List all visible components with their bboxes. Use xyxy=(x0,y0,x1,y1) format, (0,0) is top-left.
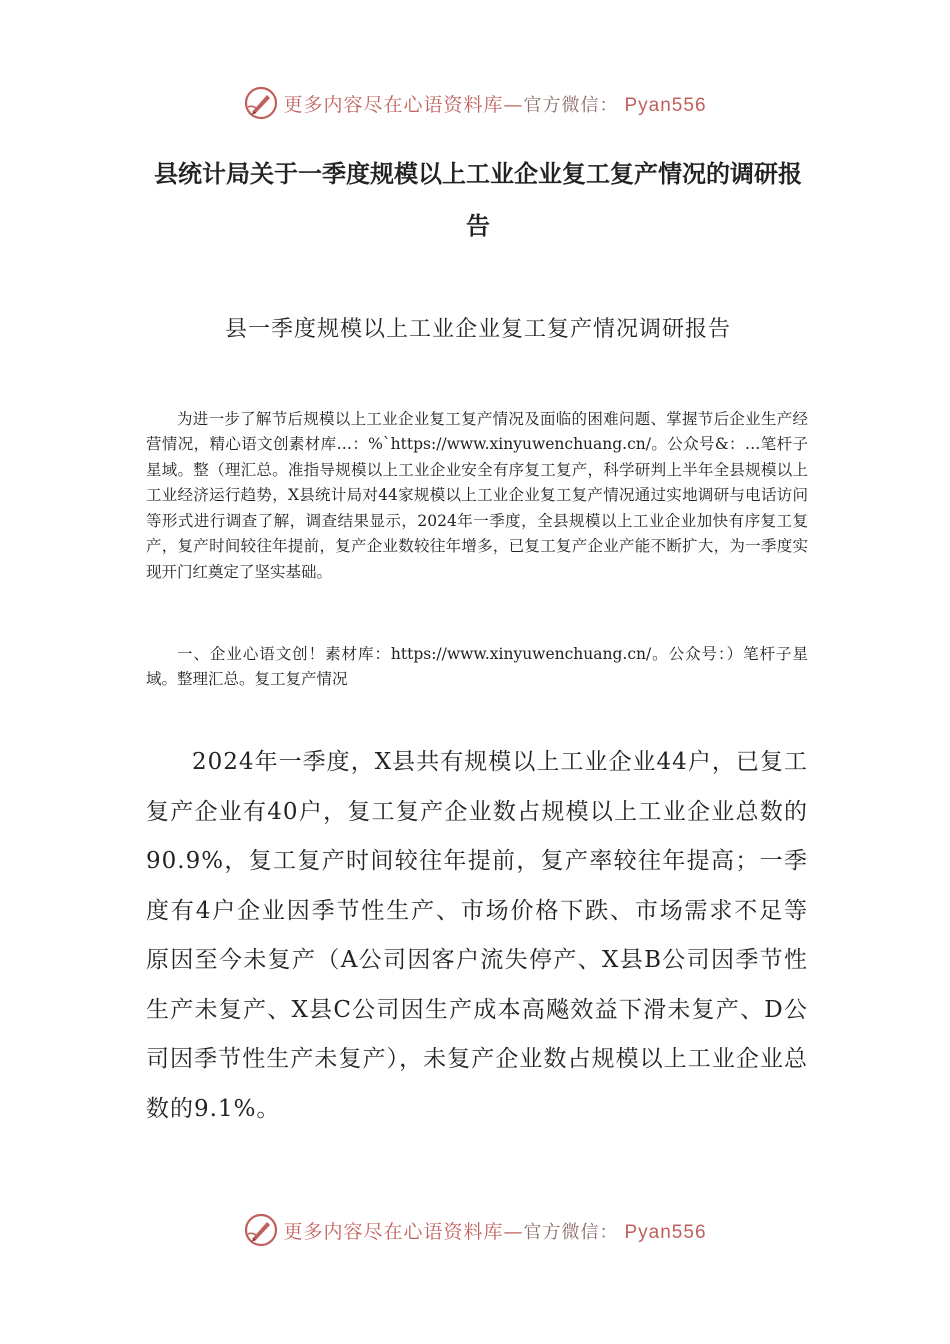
pen-logo-icon xyxy=(243,1212,279,1248)
intro-paragraph: 为进一步了解节后规模以上工业企业复工复产情况及面临的困难问题、掌握节后企业生产经营情况，精心语文创素材库…：%`https://www.xinyuwenchuang.cn/。公众号&：…笔杆子星域。整（理汇总。准指导规模以上工业企业安全有序复工复产，科学研判上半年全县规模以上工业经济运行趋势，X县统计局对44家规模以上工业企业复工复产情况通过实地调研与电话访问等形式进行调查了解，调查结果显示，2024年一季度，全县规模以上工业企业加快有序复工复产，复产时间较往年提前，复产企业数较往年增多，已复工复产企业产能不断扩大，为一季度实现开门红奠定了坚实基础。 xyxy=(146,409,808,581)
watermark-text: 更多内容尽在心语资料库—官方微信： Pyan556 xyxy=(283,93,707,116)
document-subtitle: 县一季度规模以上工业企业复工复产情况调研报告 xyxy=(224,317,731,342)
section-heading: 一、企业心语文创！素材库：https://www.xinyuwenchuang.cn/。公众号：）笔杆子星域。整理汇总。复工复产情况 xyxy=(146,644,808,688)
watermark-banner-top xyxy=(0,78,950,128)
document-title: 县统计局关于一季度规模以上工业企业复工复产情况的调研报告 xyxy=(154,160,802,240)
section-body-paragraph: 2024年一季度，X县共有规模以上工业企业44户，已复工复产企业有40户，复工复产企业数占规模以上工业企业总数的90.9%，复工复产时间较往年提前，复产率较往年提高；一季度有4户企业因季节性生产、市场价格下跌、市场需求不足等原因至今未复产（A公司因客户流失停产、X县B公司因季节性生产未复产、X县C公司因生产成本高飚效益下滑未复产、D公司因季节性生产未复产），未复产企业数占规模以上工业企业总数的9.1%。 xyxy=(146,749,808,1122)
pen-logo-icon xyxy=(243,85,279,121)
watermark-banner-bottom xyxy=(0,1205,950,1255)
watermark-text: 更多内容尽在心语资料库—官方微信： Pyan556 xyxy=(283,1220,707,1243)
